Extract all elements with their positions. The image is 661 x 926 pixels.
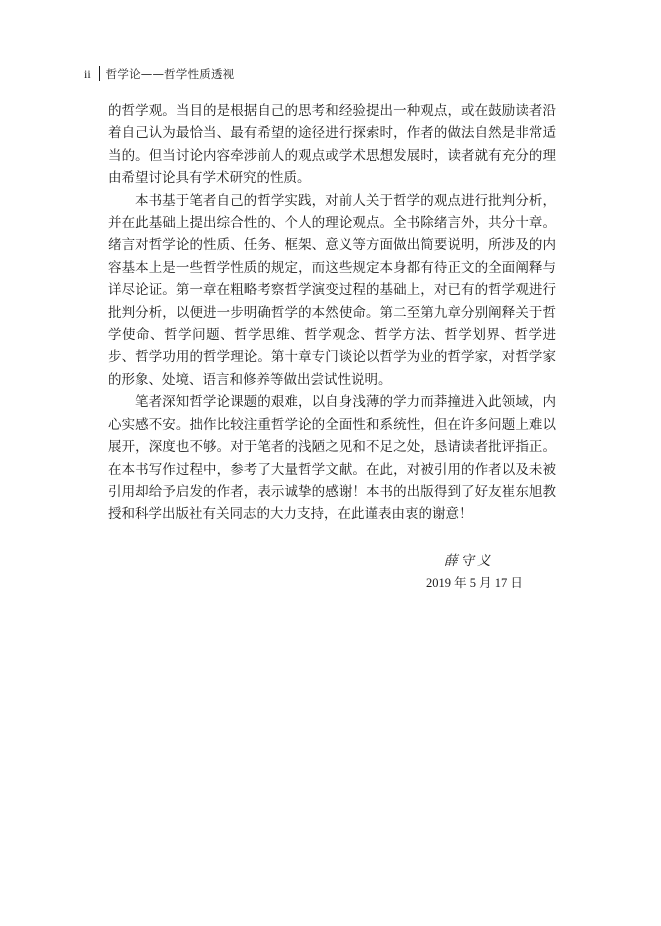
signature-date: 2019 年 5 月 17 日 (426, 576, 523, 590)
paragraph-acknowledgements: 笔者深知哲学论课题的艰难，以自身浅薄的学力而莽撞进入此领域，内心实感不安。拙作比较注重哲学论的全面性和系统性，但在许多问题上难以展开，深度也不够。对于笔者的浅陋之见和不足之处，恳请读者批评指正。在本书写作过程中，参考了大量哲学文献。在此，对被引用的作者以及未被引用却给予启发的作者，表示诚挚的感谢！本书的出版得到了好友崔东旭教授和科学出版社有关同志的大力支持，在此谨表由衷的谢意！ (108, 394, 556, 523)
running-title: 哲学论——哲学性质透视 (105, 66, 235, 81)
paragraph-book-outline: 本书基于笔者自己的哲学实践，对前人关于哲学的观点进行批判分析，并在此基础上提出综合性的、个人的理论观点。全书除绪言外，共分十章。绪言对哲学论的性质、任务、框架、意义等方面做出简要说明，所涉及的内容基本上是一些哲学性质的规定，而这些规定本身都有待正文的全面阐释与详尽论证。第一章在粗略考察哲学演变过程的基础上，对已有的哲学观进行批判分析，以便进一步明确哲学的本然使命。第二至第九章分别阐释关于哲学使命、哲学问题、哲学思维、哲学观念、哲学方法、哲学划界、哲学进步、哲学功用的哲学理论。第十章专门谈论以哲学为业的哲学家，对哲学家的形象、处境、语言和修养等做出尝试性说明。 (108, 192, 556, 388)
paragraph-continued: 的哲学观。当目的是根据自己的思考和经验提出一种观点，或在鼓励读者沿着自己认为最恰当、最有希望的途径进行探索时，作者的做法自然是非常适当的。但当讨论内容牵涉前人的观点或学术思想发展时，读者就有充分的理由希望讨论具有学术研究的性质。 (108, 103, 556, 187)
body-text (108, 100, 556, 526)
author-signature: 薛守义 (444, 553, 494, 569)
running-header (84, 66, 234, 81)
header-divider (99, 66, 100, 81)
page-number: ii (84, 66, 91, 81)
